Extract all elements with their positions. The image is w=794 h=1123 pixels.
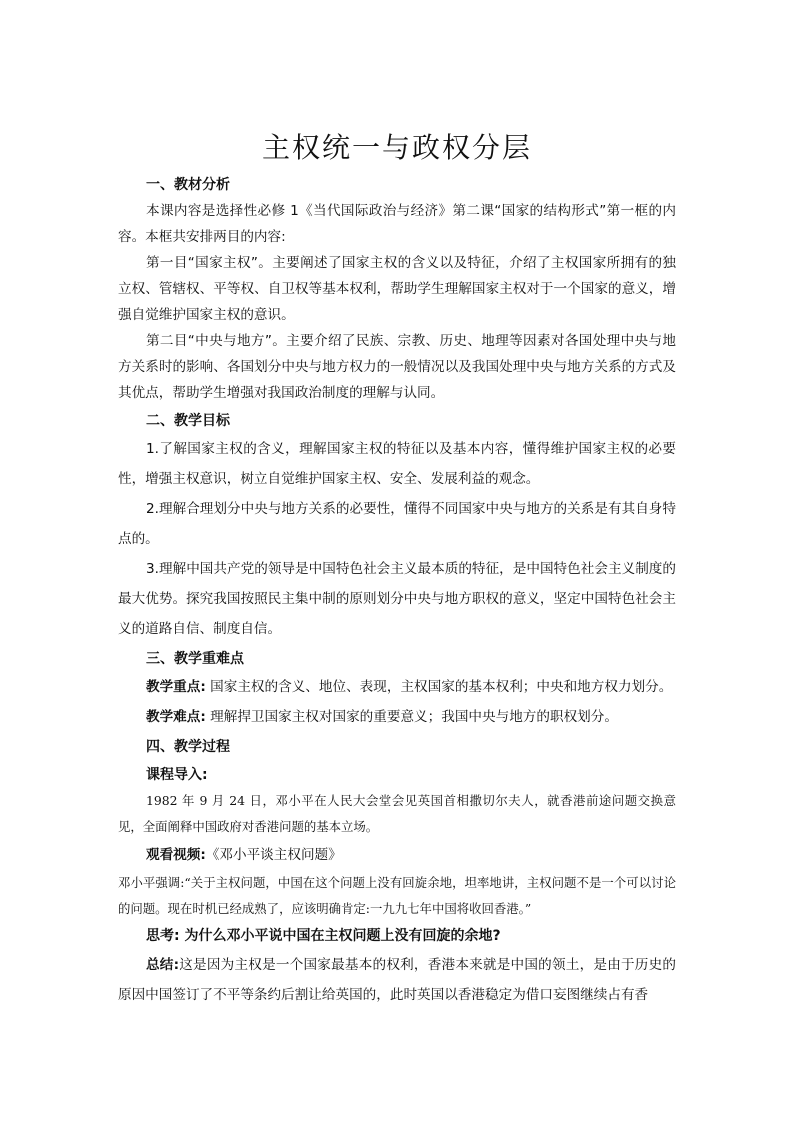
intro-text: 1982 年 9 月 24 日，邓小平在人民大会堂会见英国首相撒切尔夫人，就香港前途问题交换意见，全面阐释中国政府对香港问题的基本立场。 (118, 793, 676, 834)
video-title: 《邓小平谈主权问题》 (205, 847, 342, 863)
section-heading-textbook-analysis: 一、教材分析 (146, 177, 230, 193)
paragraph: 本课内容是选择性必修 1《当代国际政治与经济》第二课“国家的结构形式”第一框的内容。本框共安排两目的内容: (118, 203, 676, 245)
key-point-label: 教学重点: (146, 679, 206, 695)
difficulty-text: 理解捍卫国家主权对国家的重要意义；我国中央与地方的职权划分。 (205, 709, 618, 725)
difficulty-paragraph (118, 702, 676, 732)
question: 思考: 为什么邓小平说中国在主权问题上没有回旋的余地? (146, 928, 501, 944)
summary-text: 这是因为主权是一个国家最基本的权利，香港本来就是中国的领土，是由于历史的原因中国签订了不平等条约后割让给英国的，此时英国以香港稳定为借口妄图继续占有香 (118, 957, 676, 1003)
intro-heading: 课程导入: (146, 767, 208, 783)
document-page (118, 118, 676, 1010)
summary-paragraph (118, 950, 676, 1010)
paragraph: 第二目“中央与地方”。主要介绍了民族、宗教、历史、地理等因素对各国处理中央与地方关系时的影响、各国划分中央与地方权力的一般情况以及我国处理中央与地方关系的方式及其优点，帮助学生增强对我国政治制度的理解与认同。 (118, 333, 676, 401)
section-heading-key-points: 三、教学重难点 (146, 651, 244, 667)
difficulty-label: 教学难点: (146, 709, 206, 725)
section-heading-teaching-process: 四、教学过程 (146, 739, 230, 755)
section-heading-teaching-goals: 二、教学目标 (146, 413, 230, 429)
summary-label: 总结: (146, 957, 180, 973)
deng-quote: 邓小平强调:“关于主权问题，中国在这个问题上没有回旋余地，坦率地讲，主权问题不是一个可以讨论的问题。现在时机已经成熟了，应该明确肯定:一九九七年中国将收回香港。” (118, 875, 676, 916)
video-line (118, 840, 676, 870)
video-label: 观看视频: (146, 847, 206, 863)
goal-item: 2.理解合理划分中央与地方关系的必要性，懂得不同国家中央与地方的关系是有其自身特点的。 (118, 501, 676, 547)
paragraph: 第一目“国家主权”。主要阐述了国家主权的含义以及特征，介绍了主权国家所拥有的独立权、管辖权、平等权、自卫权等基本权利，帮助学生理解国家主权对于一个国家的意义，增强自觉维护国家主权的意识。 (118, 255, 676, 323)
goal-item: 1.了解国家主权的含义，理解国家主权的特征以及基本内容，懂得维护国家主权的必要性，增强主权意识，树立自觉维护国家主权、安全、发展利益的观念。 (118, 441, 676, 487)
key-point-text: 国家主权的含义、地位、表现，主权国家的基本权利；中央和地方权力划分。 (205, 679, 673, 695)
key-point-paragraph (118, 672, 676, 702)
document-title: 主权统一与政权分层 (261, 131, 532, 164)
goal-item: 3.理解中国共产党的领导是中国特色社会主义最本质的特征，是中国特色社会主义制度的最大优势。探究我国按照民主集中制的原则划分中央与地方职权的意义，坚定中国特色社会主义的道路自信、制度自信。 (118, 561, 676, 637)
